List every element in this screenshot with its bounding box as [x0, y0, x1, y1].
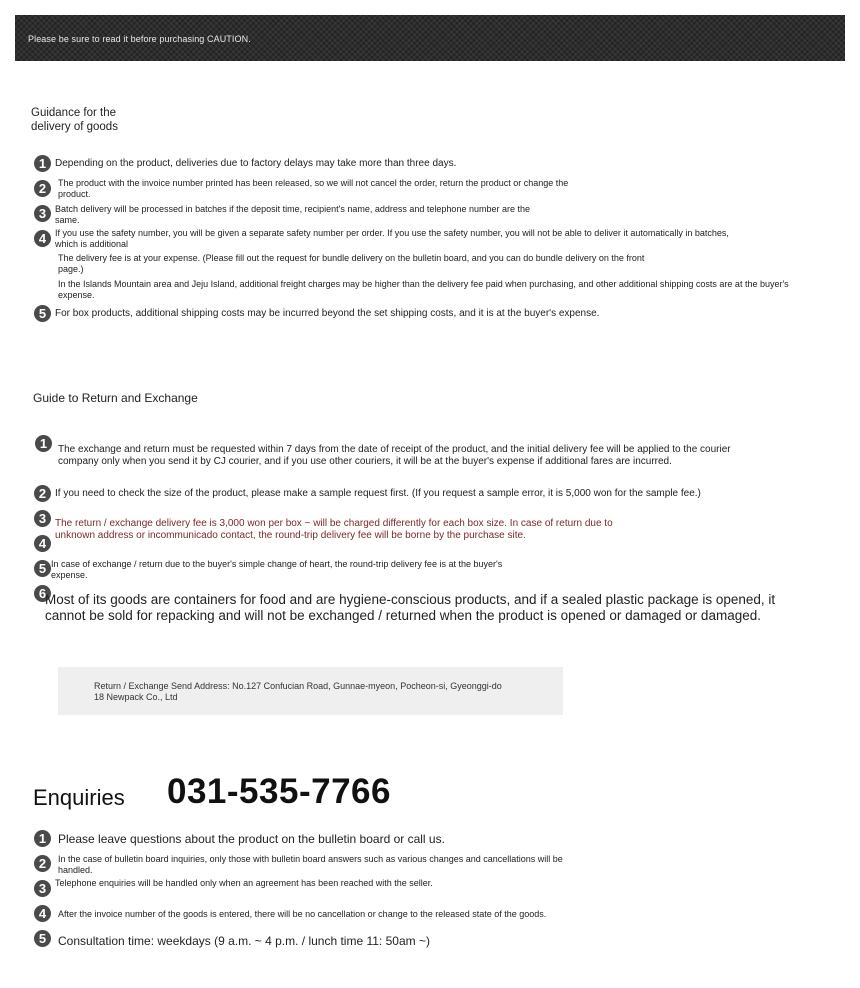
return-address-box: [58, 667, 563, 715]
step-number-badge: 4: [34, 535, 51, 552]
step-number-badge: 1: [34, 155, 51, 172]
return-address-company: 18 Newpack Co., Ltd: [94, 692, 178, 702]
step-number-badge: 3: [34, 205, 51, 222]
delivery-item-2: The product with the invoice number printed has been released, so we will not cancel the order, return the product or change the product.: [58, 178, 569, 199]
caution-text: Please be sure to read it before purchasing CAUTION.: [28, 34, 251, 44]
step-number-badge: 4: [34, 230, 51, 247]
enquiry-item-2: In the case of bulletin board inquiries, only those with bulletin board answers such as various changes and cancellations will be handled.: [58, 854, 563, 875]
caution-banner: [15, 15, 845, 61]
step-number-badge: 2: [34, 180, 51, 197]
return-address-text: [94, 681, 502, 703]
step-number-badge: 5: [34, 560, 51, 577]
enquiry-item-1: Please leave questions about the product on the bulletin board or call us.: [58, 832, 445, 846]
enquiries-heading: Enquiries: [33, 785, 125, 810]
enquiry-item-4: After the invoice number of the goods is entered, there will be no cancellation or change to the released state of the goods.: [58, 909, 547, 919]
step-number-badge: 5: [34, 305, 51, 322]
step-number-badge: 4: [34, 905, 51, 922]
step-number-badge: 2: [34, 855, 51, 872]
delivery-item-4: If you use the safety number, you will be given a separate safety number per order. If you use the safety number, you will not be able to deliver it automatically in batches, which is additional: [55, 228, 729, 249]
return-address-line: Return / Exchange Send Address: No.127 Confucian Road, Gunnae-myeon, Pocheon-si, Gyeonggi-do: [94, 681, 502, 691]
return-item-6: Most of its goods are containers for food and are hygiene-conscious products, and if a sealed plastic package is opened, it cannot be sold for repacking and will not be exchanged / returned when the product is opened or damaged or damaged.: [45, 592, 776, 623]
enquiry-item-5: Consultation time: weekdays (9 a.m. ~ 4 p.m. / lunch time 11: 50am ~): [58, 934, 430, 948]
step-number-badge: 5: [34, 930, 51, 947]
step-number-badge: 6: [34, 585, 51, 602]
return-item-5: In case of exchange / return due to the buyer's simple change of heart, the round-trip delivery fee is at the buyer's expense.: [51, 559, 503, 580]
step-number-badge: 3: [34, 510, 51, 527]
return-item-2: If you need to check the size of the product, please make a sample request first. (If you request a sample error, it is 5,000 won for the sample fee.): [55, 488, 701, 499]
delivery-item-4-fee: The delivery fee is at your expense. (Please fill out the request for bundle delivery on the bulletin board, and you can do bundle delivery on the front page.): [58, 253, 645, 274]
step-number-badge: 1: [34, 830, 51, 847]
returns-heading: Guide to Return and Exchange: [33, 391, 198, 405]
delivery-item-4-islands: In the Islands Mountain area and Jeju Island, additional freight charges may be higher than the delivery fee paid when purchasing, and other additional shipping costs are at the buyer's expense.: [58, 279, 789, 300]
phone-number: 031-535-7766: [167, 772, 391, 811]
step-number-badge: 3: [34, 880, 51, 897]
delivery-item-1: Depending on the product, deliveries due to factory delays may take more than three days.: [55, 158, 457, 169]
step-number-badge: 1: [35, 435, 52, 452]
delivery-item-3: Batch delivery will be processed in batches if the deposit time, recipient's name, address and telephone number are the same.: [55, 204, 530, 225]
return-item-3: The return / exchange delivery fee is 3,000 won per box ~ will be charged differently for each box size. In case of return due to unknown address or incommunicado contact, the round-trip delivery fee will be borne by the purchase site.: [55, 518, 613, 541]
delivery-heading: Guidance for the delivery of goods: [31, 107, 118, 133]
delivery-item-5: For box products, additional shipping costs may be incurred beyond the set shipping costs, and it is at the buyer's expense.: [55, 308, 600, 319]
step-number-badge: 2: [34, 485, 51, 502]
enquiry-item-3: Telephone enquiries will be handled only when an agreement has been reached with the seller.: [55, 878, 433, 888]
return-item-1: The exchange and return must be requested within 7 days from the date of receipt of the product, and the initial delivery fee will be applied to the courier company only when you send it by CJ courier, and if you use other couriers, it will be at the buyer's expense if additional fares are incurred.: [58, 444, 731, 467]
